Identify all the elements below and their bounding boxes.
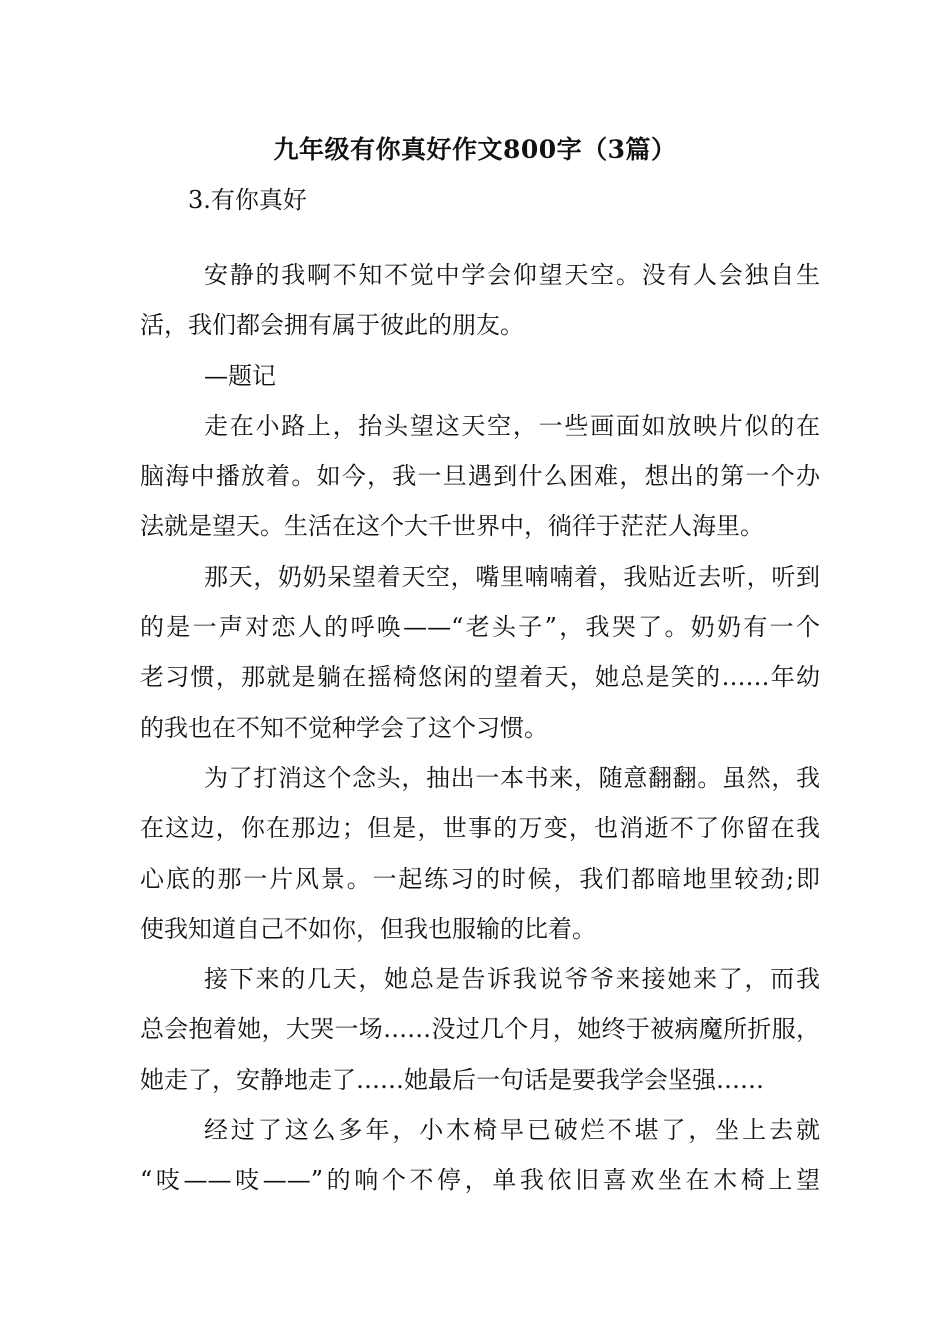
text-line: 那天，奶奶呆望着天空，嘴里喃喃着，我贴近去听，听到 — [204, 562, 820, 591]
text-line: 的我也在不知不觉种学会了这个习惯。 — [140, 713, 548, 742]
text-line: “吱——吱——”的响个不停，单我依旧喜欢坐在木椅上望 — [140, 1166, 820, 1195]
text-line: 为了打消这个念头，抽出一本书来，随意翻翻。虽然，我 — [204, 763, 820, 792]
text-line: 心底的那一片风景。一起练习的时候，我们都暗地里较劲;即 — [140, 864, 820, 893]
text-line: 在这边，你在那边；但是，世事的万变，也消逝不了你留在我 — [140, 814, 820, 843]
text-line: 使我知道自己不如你，但我也服输的比着。 — [140, 914, 596, 943]
section-heading: 3.有你真好 — [188, 186, 307, 214]
text-line: 活，我们都会拥有属于彼此的朋友。 — [140, 311, 524, 340]
text-line: —题记 — [204, 361, 276, 390]
text-line: 脑海中播放着。如今，我一旦遇到什么困难，想出的第一个办 — [140, 462, 820, 491]
essay-body — [140, 256, 820, 1212]
text-line: 法就是望天。生活在这个大千世界中，徜徉于茫茫人海里。 — [140, 512, 764, 541]
text-line: 总会抱着她，大哭一场……没过几个月，她终于被病魔所折服， — [140, 1015, 820, 1044]
text-line: 的是一声对恋人的呼唤——“老头子”，我哭了。奶奶有一个 — [140, 613, 820, 642]
page-title: 九年级有你真好作文800字（3篇） — [273, 135, 677, 164]
text-line: 老习惯，那就是躺在摇椅悠闲的望着天，她总是笑的……年幼 — [140, 663, 820, 692]
text-line: 接下来的几天，她总是告诉我说爷爷来接她来了，而我 — [204, 965, 820, 994]
text-line: 安静的我啊不知不觉中学会仰望天空。没有人会独自生 — [204, 261, 820, 289]
text-line: 走在小路上，抬头望这天空，一些画面如放映片似的在 — [204, 411, 820, 440]
text-line: 她走了，安静地走了……她最后一句话是要我学会坚强…… — [140, 1065, 764, 1094]
text-line: 经过了这么多年，小木椅早已破烂不堪了，坐上去就 — [204, 1116, 820, 1145]
